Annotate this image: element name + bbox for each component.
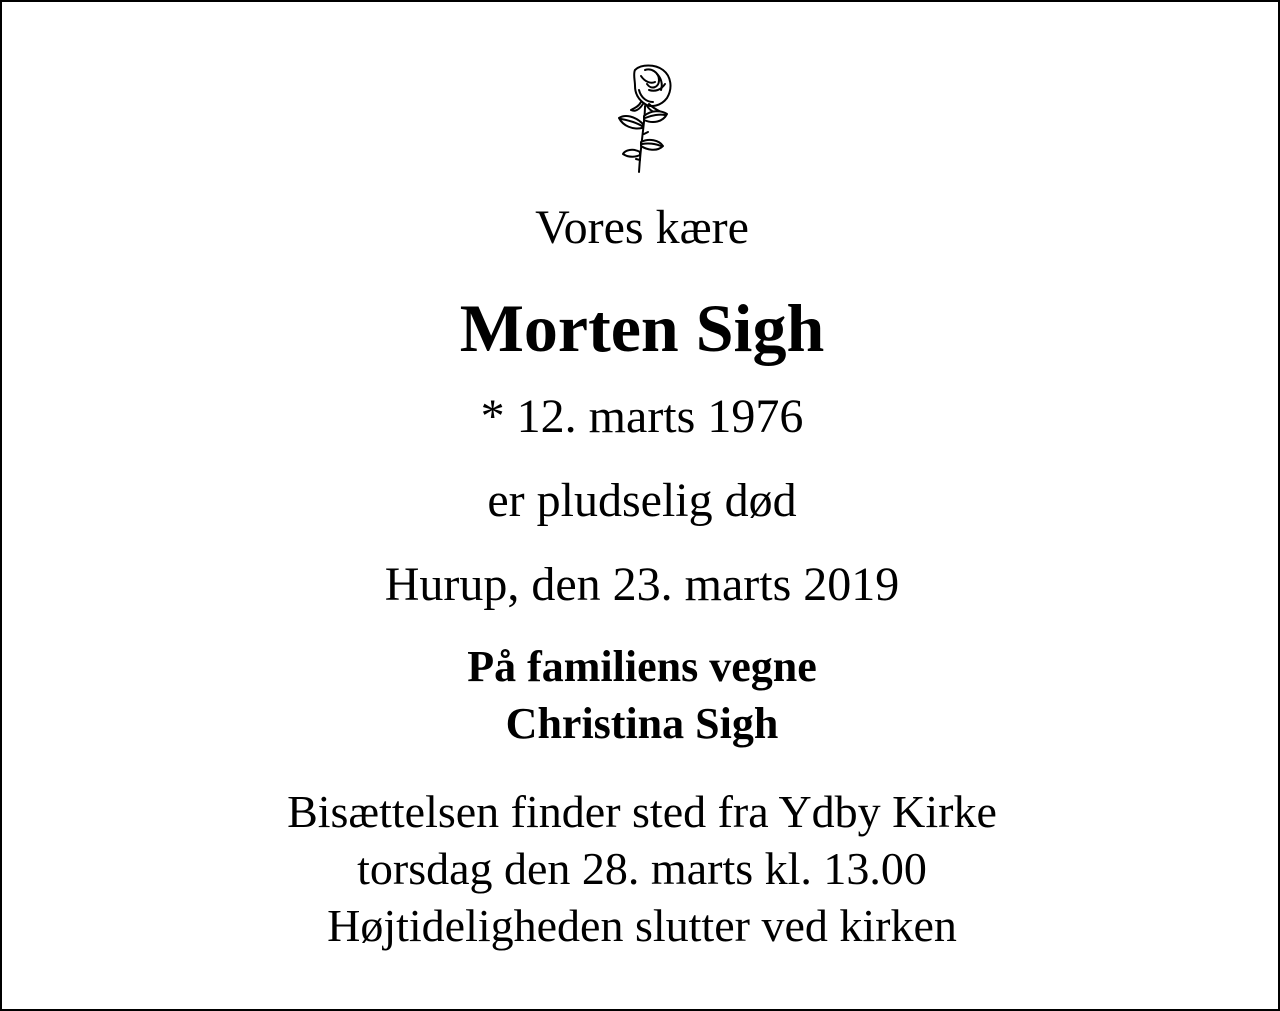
birth-date: * 12. marts 1976 — [480, 390, 804, 443]
deceased-name: Morten Sigh — [459, 290, 825, 366]
signature-line-2: Christina Sigh — [505, 699, 779, 748]
funeral-line-2: torsdag den 28. marts kl. 13.00 — [357, 843, 927, 894]
signature-line-1: På familiens vegne — [467, 642, 817, 691]
place-and-date: Hurup, den 23. marts 2019 — [384, 558, 900, 611]
funeral-line-3: Højtideligheden slutter ved kirken — [327, 900, 957, 951]
funeral-line-1: Bisættelsen finder sted fra Ydby Kirke — [287, 786, 997, 837]
death-status: er pludselig død — [487, 474, 797, 527]
rose-icon — [605, 60, 681, 174]
intro-text: Vores kære — [535, 201, 749, 254]
